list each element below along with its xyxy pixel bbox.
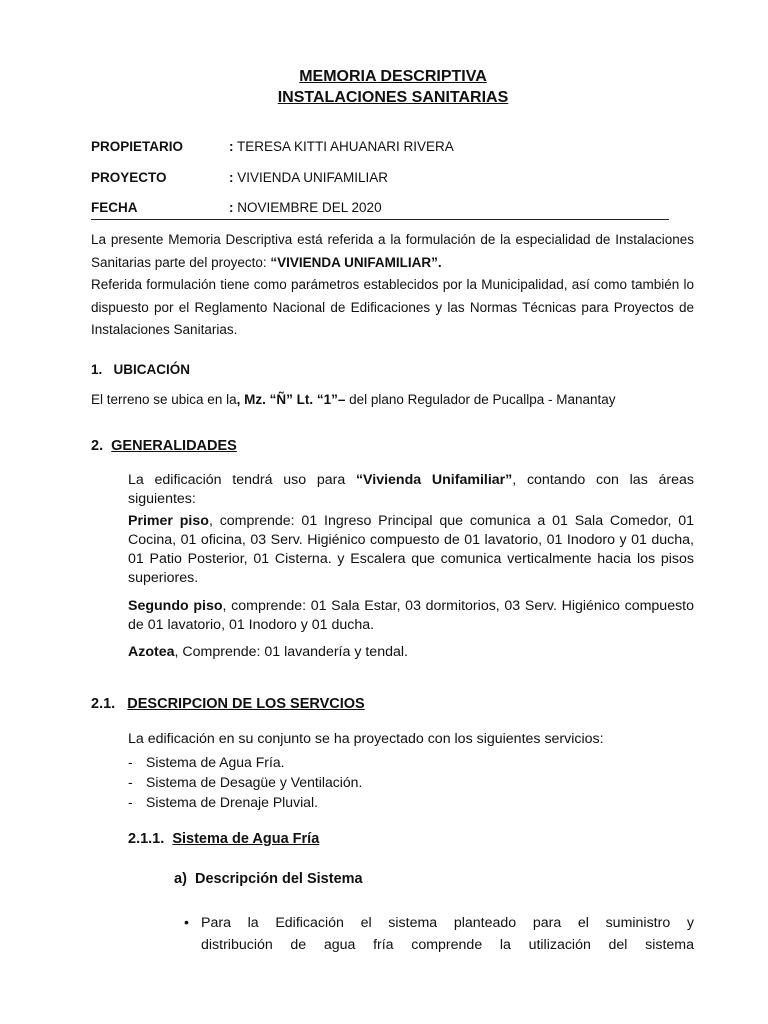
- section-2-1-intro: La edificación en su conjunto se ha proyectado con los siguientes servicios:: [128, 731, 604, 747]
- section-1-text: El terreno se ubica en la, Mz. “Ñ” Lt. “1”– del plano Regulador de Pucallpa - Manantay: [91, 392, 616, 407]
- list-item: - Sistema de Drenaje Pluvial.: [128, 794, 318, 810]
- section-2-1-heading: 2.1. DESCRIPCION DE LOS SERVCIOS: [91, 696, 365, 712]
- document-title: MEMORIA DESCRIPTIVA: [299, 68, 487, 85]
- meta-value: : VIVIENDA UNIFAMILIAR: [229, 170, 389, 185]
- list-item: - Sistema de Desagüe y Ventilación.: [128, 774, 363, 790]
- services-list: [128, 752, 362, 812]
- bullet-paragraph: • Para la Edificación el sistema planteado para el suministro y distribución de agua fría comprende la utilización del sistema: [201, 912, 694, 956]
- meta-label: FECHA: [91, 200, 138, 215]
- meta-label: PROPIETARIO: [91, 139, 184, 154]
- section-2-heading: 2. GENERALIDADES: [91, 438, 237, 454]
- section-2-paragraph-1: La edificación tendrá uso para “Vivienda Unifamiliar”, contando con las áreas siguientes:: [128, 472, 694, 507]
- meta-value: : TERESA KITTI AHUANARI RIVERA: [229, 139, 454, 154]
- subsection-a-heading: a) Descripción del Sistema: [174, 871, 363, 887]
- meta-value: : NOVIEMBRE DEL 2020: [229, 200, 382, 215]
- section-2-paragraph-segundo-piso: Segundo piso, comprende: 01 Sala Estar, 03 dormitorios, 03 Serv. Higiénico compuesto de 01 lavatorio, 01 Inodoro y 01 ducha.: [128, 598, 695, 633]
- section-2-paragraph-azotea: Azotea, Comprende: 01 lavandería y tendal.: [128, 644, 408, 660]
- intro-paragraph-2: Referida formulación tiene como parámetros establecidos por la Municipalidad, así como también lo dispuesto por el Reglamento Nacional de Edificaciones y las Normas Técnicas para Proyectos de Instalaciones Sanitarias.: [91, 277, 694, 337]
- document-subtitle: INSTALACIONES SANITARIAS: [277, 89, 509, 106]
- list-item: - Sistema de Agua Fría.: [128, 754, 285, 770]
- meta-label: PROYECTO: [91, 170, 167, 185]
- section-1-heading: 1. UBICACIÓN: [91, 362, 191, 377]
- header-divider: [91, 219, 669, 220]
- section-2-paragraph-primer-piso: Primer piso, comprende: 01 Ingreso Principal que comunica a 01 Sala Comedor, 01 Cocina, 01 oficina, 03 Serv. Higiénico compuesto de 01 lavatorio, 01 Inodoro y 01 ducha, 01 Patio Posterior, 01 Cisterna. y Escalera que comunica verticalmente hacia los pisos superiores.: [128, 513, 694, 586]
- intro-paragraph-1: La presente Memoria Descriptiva está referida a la formulación de la especialidad de Instalaciones Sanitarias parte del proyecto: “VIVIENDA UNIFAMILIAR”.: [91, 232, 694, 270]
- section-2-1-1-heading: 2.1.1. Sistema de Agua Fría: [128, 831, 320, 847]
- bullet-icon: •: [184, 915, 189, 931]
